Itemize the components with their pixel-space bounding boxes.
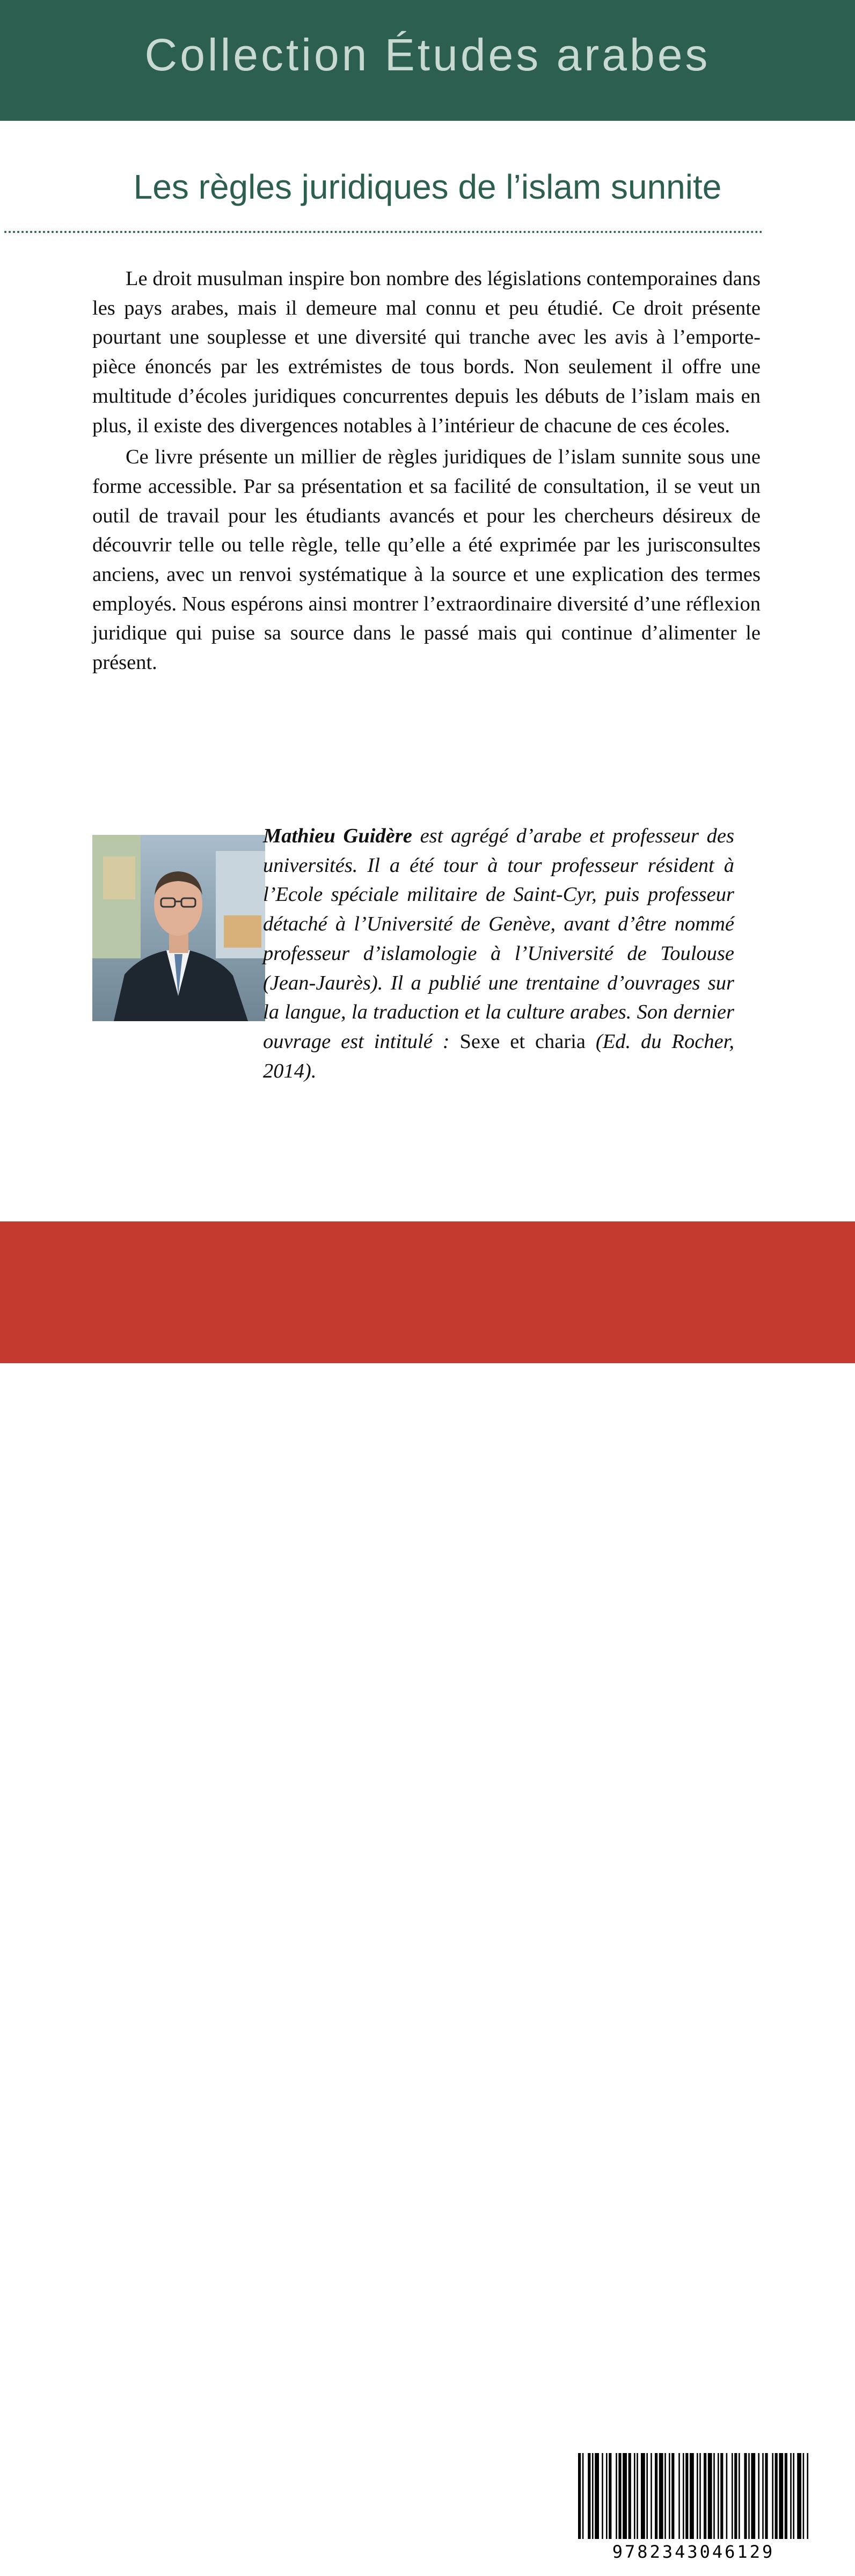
collection-title: Collection Études arabes xyxy=(144,30,711,80)
author-photo xyxy=(92,835,265,1021)
author-biography xyxy=(263,821,734,1086)
barcode xyxy=(557,2447,830,2576)
isbn-label: ISBN : 978-2-343-04612-9 xyxy=(92,2482,294,2501)
book-description xyxy=(92,264,761,678)
barcode-digits: 9782343046129 xyxy=(612,2542,775,2562)
header-band xyxy=(0,0,855,121)
book-title: Les règles juridiques de l’islam sunnite xyxy=(133,168,722,206)
last-work-title: Sexe et charia xyxy=(459,1030,586,1053)
footer-band xyxy=(0,1221,855,2562)
barcode-bars xyxy=(557,2447,830,2543)
author-portrait-image xyxy=(92,835,265,1021)
author-name: Mathieu Guidère xyxy=(263,825,412,847)
last-work-publisher: (Ed. du Rocher, 2014). xyxy=(263,1030,735,1082)
author-bio-text: est agrégé d’arabe et professeur des universités. Il a été tour à tour professeur résident à l’Ecole spéciale militaire de Saint-Cyr, puis professeur détaché à l’Université de Genève, avant d’être nommé professeur d’islamologie à l’Université de Toulouse (Jean-Jaurès). Il a publié une trentaine d’ouvrages sur la langue, la traduction et la culture arabes. Son dernier ouvrage est intitulé : xyxy=(263,825,734,1053)
price-label: 30 € xyxy=(92,2515,130,2539)
description-paragraph: Le droit musulman inspire bon nombre des législations contemporaines dans les pays arabes, mais il demeure mal connu et peu étudié. Ce droit présente pourtant une souplesse et une diversité qui tranche avec les avis à l’emporte-pièce énoncés par les extrémistes de tous bords. Non seulement il offre une multitude d’écoles juridiques concurrentes depuis les débuts de l’islam mais en plus, il existe des divergences notables à l’intérieur de chacune de ces écoles. xyxy=(92,267,761,437)
dotted-divider xyxy=(4,231,763,233)
description-paragraph: Ce livre présente un millier de règles juridiques de l’islam sunnite sous une forme accessible. Par sa présentation et sa facilité de consultation, il se veut un outil de travail pour les étudiants avancés et pour les chercheurs désireux de découvrir telle ou telle règle, telle qu’elle a été exprimée par les jurisconsultes anciens, avec un renvoi systématique à la source et une explication des termes employés. Nous espérons ainsi montrer l’extraordinaire diversité d’une réflexion juridique qui puise sa source dans le passé mais qui continue d’alimenter le présent. xyxy=(92,446,761,674)
